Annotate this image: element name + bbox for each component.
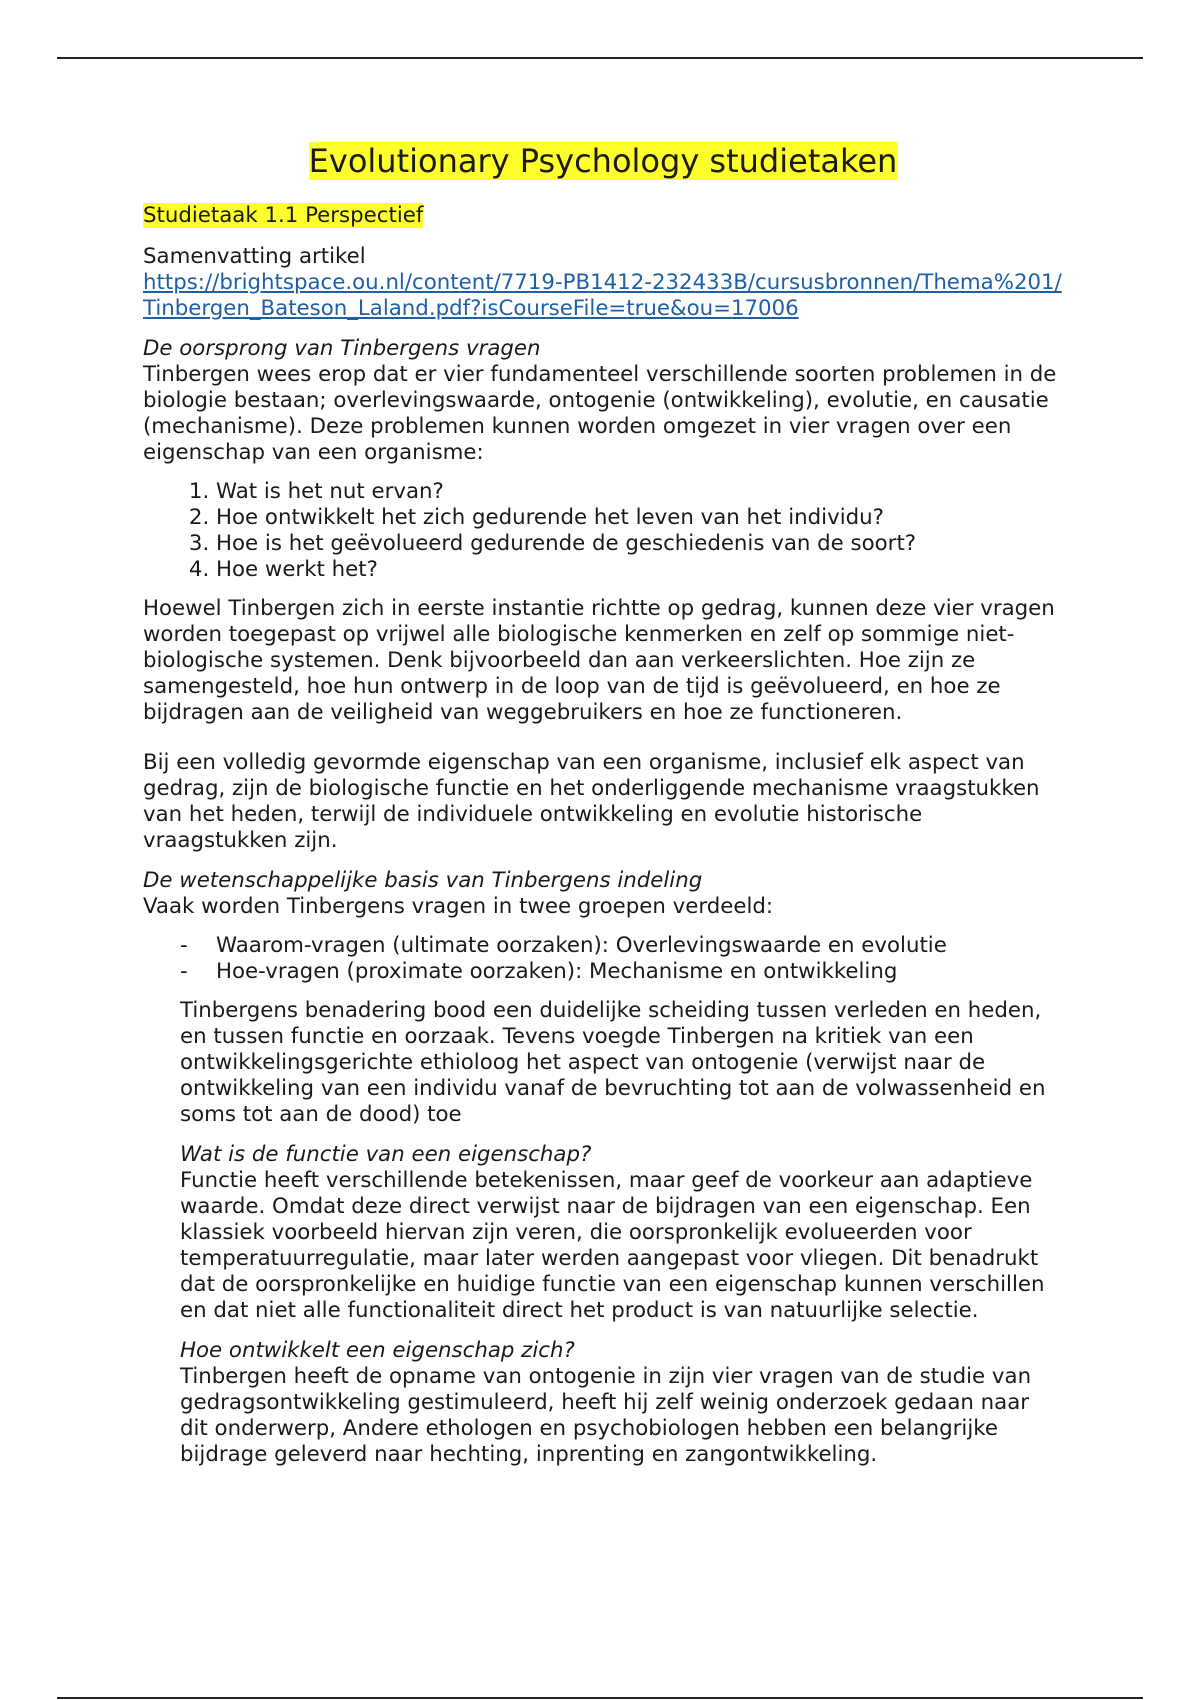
list-item: 1. Wat is het nut ervan? (216, 479, 1063, 505)
list-item-text: Hoe-vragen (proximate oorzaken): Mechanisme en ontwikkeling (216, 959, 898, 984)
section-origin-intro: Tinbergen wees erop dat er vier fundamenteel verschillende soorten problemen in de biologie bestaan; overlevingswaarde, ontogenie (ontwikkeling), evolutie, en causatie (mechanisme). Deze problemen kunnen worden omgezet in vier vragen over een eigenschap van een organisme: (143, 362, 1057, 465)
document-page (143, 138, 1063, 1468)
list-item-text: Waarom-vragen (ultimate oorzaken): Overlevingswaarde en evolutie (216, 933, 947, 958)
summary-label: Samenvatting artikel (143, 244, 366, 269)
section-origin-paragraph-2: Hoewel Tinbergen zich in eerste instantie richtte op gedrag, kunnen deze vier vragen worden toegepast op vrijwel alle biologische kenmerken en zelf op sommige niet-biologische systemen. Denk bijvoorbeeld dan aan verkeerslichten. Hoe zijn ze samengesteld, hoe hun ontwerp in de loop van de tijd is geëvolueerd, en hoe ze bijdragen aan de veiligheid van weggebruikers en hoe ze functioneren. (143, 596, 1055, 725)
list-item: 4. Hoe werkt het? (216, 557, 1063, 583)
list-item: 2. Hoe ontwikkelt het zich gedurende het leven van het individu? (216, 505, 1063, 531)
section-heading-function: Wat is de functie van een eigenschap? (180, 1142, 592, 1167)
section-development-paragraph: Tinbergen heeft de opname van ontogenie in zijn vier vragen van de studie van gedragsontwikkeling gestimuleerd, heeft hij zelf weinig onderzoek gedaan naar dit onderwerp, Andere ethologen en psychobiologen hebben een belangrijke bijdrage geleverd naar hechting, inprenting en zangontwikkeling. (180, 1364, 1032, 1467)
title-highlight: Evolutionary Psychology studietaken (308, 142, 898, 180)
section-basis-intro: Vaak worden Tinbergens vragen in twee groepen verdeeld: (143, 894, 774, 919)
bullet-dash: - (180, 959, 188, 984)
section-origin-paragraph-3: Bij een volledig gevormde eigenschap van een organisme, inclusief elk aspect van gedrag, zijn de biologische functie en het onderliggende mechanisme vraagstukken van het heden, terwijl de individuele ontwikkeling en evolutie historische vraagstukken zijn. (143, 750, 1040, 853)
task-heading (143, 202, 1063, 230)
section-basis-paragraph: Tinbergens benadering bood een duidelijke scheiding tussen verleden en heden, en tussen functie en oorzaak. Tevens voegde Tinbergen na kritiek van een ontwikkelingsgerichte ethioloog het aspect van ontogenie (verwijst naar de ontwikkeling van een individu vanaf de bevruchting tot aan de volwassenheid en soms tot aan de dood) toe (180, 998, 1046, 1127)
article-link[interactable]: https://brightspace.ou.nl/content/7719-PB1412-232433B/cursusbronnen/Thema%201/Tinbergen_Bateson_Laland.pdf?isCourseFile=true&ou=17006 (143, 270, 1062, 321)
indented-block (143, 998, 1063, 1468)
top-rule (57, 57, 1143, 59)
list-item: 3. Hoe is het geëvolueerd gedurende de geschiedenis van de soort? (216, 531, 1063, 557)
task-heading-text: Studietaak 1.1 Perspectief (143, 203, 424, 228)
questions-list (143, 479, 1063, 583)
bullet-dash: - (180, 933, 188, 958)
list-item (180, 933, 1063, 959)
groups-list (143, 933, 1063, 985)
section-heading-origin: De oorsprong van Tinbergens vragen (143, 336, 541, 361)
section-heading-basis: De wetenschappelijke basis van Tinbergens indeling (143, 868, 703, 893)
page-title (143, 138, 1063, 184)
section-heading-development: Hoe ontwikkelt een eigenschap zich? (180, 1338, 575, 1363)
bottom-rule (57, 1697, 1143, 1699)
list-item (180, 959, 1063, 985)
section-function-paragraph: Functie heeft verschillende betekenissen, maar geef de voorkeur aan adaptieve waarde. Omdat deze direct verwijst naar de bijdragen van een eigenschap. Een klassiek voorbeeld hiervan zijn veren, die oorspronkelijk evolueerden voor temperatuurregulatie, maar later werden aangepast voor vliegen. Dit benadrukt dat de oorspronkelijke en huidige functie van een eigenschap kunnen verschillen en dat niet alle functionaliteit direct het product is van natuurlijke selectie. (180, 1168, 1045, 1323)
